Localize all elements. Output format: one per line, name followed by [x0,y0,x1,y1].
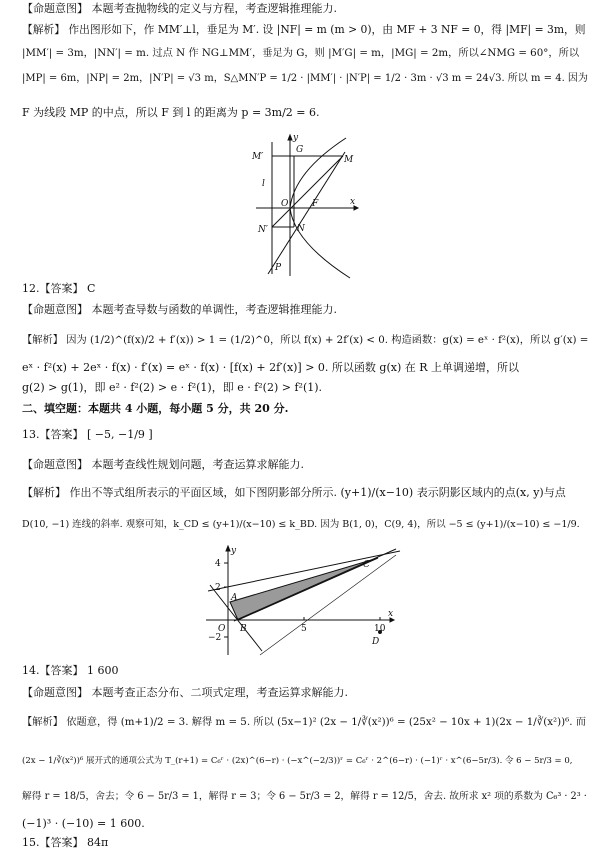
text-line: |MM′| = 3m，|NN′| = m. 过点 N 作 NG⊥MM′，垂足为 G，则 |M′G| = m，|MG| = 2m，所以∠NMG = 60°，所以 [22,47,580,59]
label-n: N [297,224,305,234]
line-mp [268,152,345,274]
text-line: 【解析】 作出图形如下，作 MM′⊥l，垂足为 M′. 设 |NF| = m (m > 0)，由 MF + 3 NF = 0，得 |MF| = 3m，则 [22,23,586,36]
line-mn-prime [272,156,343,227]
label-l: l [262,179,265,189]
answer-line: 13.【答案】 [ −5, −1/9 ] [22,428,153,441]
text-line: 【命题意图】 本题考查正态分布、二项式定理，考查运算求解能力. [22,686,348,699]
answer-line: 15.【答案】 84π [22,836,109,849]
label-x: x [350,197,356,207]
text-line: 【解析】 作出不等式组所表示的平面区域，如下图阴影部分所示. (y+1)/(x−10) 表示阴影区域内的点(x, y)与点 [22,486,566,499]
text-line: D(10, −1) 连线的斜率. 观察可知，k_CD ≤ (y+1)/(x−10) ≤ k_BD. 因为 B(1, 0)，C(9, 4)，所以 −5 ≤ (y+1)/(x−10) ≤ −1/9. [22,519,580,530]
text-line: F 为线段 MP 的中点，所以 F 到 l 的距离为 p = 3m/2 = 6. [22,106,320,119]
section-heading: 二、填空题：本题共 4 小题，每小题 5 分，共 20 分. [22,402,289,415]
label-b: B [240,624,247,634]
text-line: eˣ · f²(x) + 2eˣ · f(x) · f′(x) = eˣ · f(x) · [f(x) + 2f′(x)] > 0. 所以函数 g(x) 在 R 上单调递增，所以 [22,361,520,374]
tick-label-2: 2 [215,583,221,593]
y-arrow-icon [226,546,230,551]
label-a: A [231,593,238,603]
text-line: 【命题意图】 本题考查导数与函数的单调性，考查逻辑推理能力. [22,303,337,316]
tick-label-4: 4 [215,559,221,569]
label-x: x [388,609,394,619]
label-n-prime: N′ [258,225,268,235]
label-p: P [275,263,282,273]
tick-label-10: 10 [374,624,386,634]
y-arrow-icon [288,135,292,140]
text-line: |MP| = 6m，|NP| = 2m，|N′P| = √3 m，S△MN′P = 1/2 · |MM′| · |N′P| = 1/2 · 3m · √3 m = 24√3. 所以 m = 4. 因为 [22,73,588,84]
label-g: G [296,145,304,155]
text-line: 【解析】 依题意，得 (m+1)/2 = 3. 解得 m = 5. 所以 (5x−1)² (2x − 1/∛(x²))⁶ = (25x² − 10x + 1)(2x − 1/∛(x²))⁶. 而 [22,716,587,728]
label-y: y [231,546,237,556]
label-o: O [281,199,289,209]
text-line: 【命题意图】 本题考查抛物线的定义与方程，考查逻辑推理能力. [22,2,337,15]
text-line: 【命题意图】 本题考查线性规划问题，考查运算求解能力. [22,458,304,471]
label-f: F [312,199,319,209]
label-m: M [344,155,354,165]
label-m-prime: M′ [252,152,264,162]
label-d: D [372,637,380,647]
tick-label-neg2: −2 [208,633,222,643]
line-bc [234,549,396,621]
parabola-figure [248,132,366,280]
label-o: O [218,624,226,634]
label-y: y [293,133,299,143]
text-line: g(2) > g(1)，即 e² · f²(2) > e · f²(1)，即 e · f²(2) > f²(1). [22,381,323,394]
tick-label-5: 5 [301,624,307,634]
answer-line: 14.【答案】 1 600 [22,664,119,677]
feasible-region-figure [200,545,410,657]
label-c: C [363,560,370,570]
text-line: (−1)³ · (−10) = 1 600. [22,817,145,830]
text-line: 解得 r = 18/5，舍去；令 6 − 5r/3 = 1，解得 r = 3；令 6 − 5r/3 = 2，解得 r = 12/5，舍去. 故所求 x² 项的系数为 C₆³ · 2³ · [22,791,587,802]
text-line: (2x − 1/∛(x²))⁶ 展开式的通项公式为 T_(r+1) = C₆ʳ · (2x)^(6−r) · (−x^(−2/3))ʳ = C₆ʳ · 2^(6−r) · (−1)ʳ · x^(6−5r/3). 令 6 − 5r/3 = 0, [22,756,573,766]
text-line: 【解析】 因为 (1/2)^(f(x)/2 + f′(x)) > 1 = (1/2)^0，所以 f(x) + 2f′(x) < 0. 构造函数：g(x) = eˣ · f²(x)，所以 g′(x) = [22,334,589,346]
answer-line: 12.【答案】 C [22,282,96,295]
